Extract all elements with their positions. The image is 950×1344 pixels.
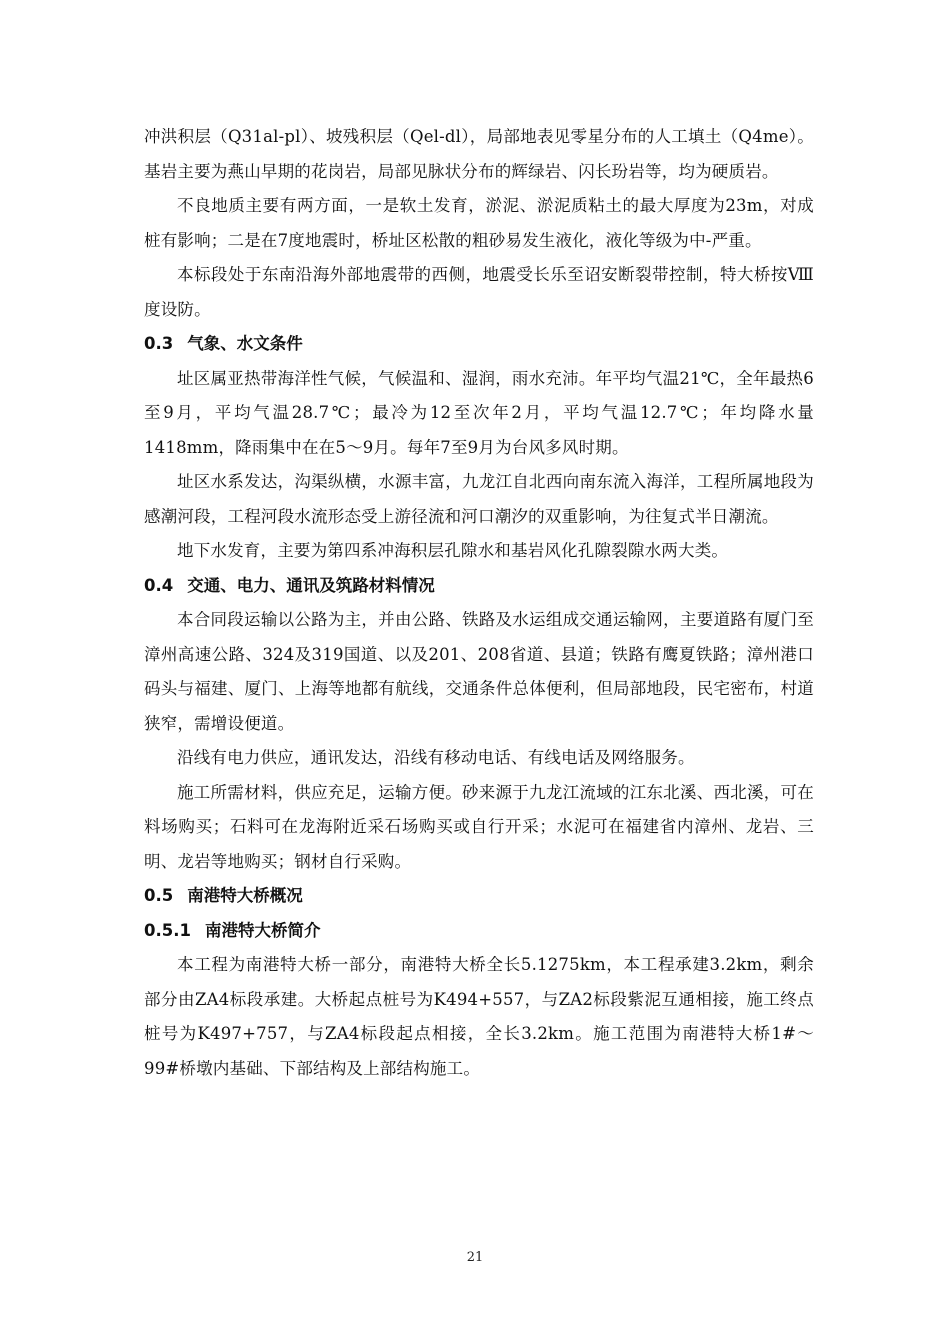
section-number: 0.4 bbox=[144, 575, 174, 595]
paragraph: 址区水系发达，沟渠纵横，水源丰富，九龙江自北西向南东流入海洋，工程所属地段为感潮河段，工程河段水流形态受上游径流和河口潮汐的双重影响，为往复式半日潮流。 bbox=[144, 472, 814, 526]
section-heading bbox=[144, 327, 814, 362]
paragraph: 不良地质主要有两方面，一是软土发育，淤泥、淤泥质粘土的最大厚度为23m，对成桩有影响；二是在7度地震时，桥址区松散的粗砂易发生液化，液化等级为中-严重。 bbox=[144, 196, 814, 250]
section-title: 南港特大桥概况 bbox=[187, 886, 303, 905]
paragraph: 本标段处于东南沿海外部地震带的西侧，地震受长乐至诏安断裂带控制，特大桥按Ⅷ度设防。 bbox=[144, 265, 814, 319]
paragraph: 沿线有电力供应，通讯发达，沿线有移动电话、有线电话及网络服务。 bbox=[177, 748, 695, 767]
page-number: 21 bbox=[466, 1250, 484, 1265]
section-title: 气象、水文条件 bbox=[187, 334, 303, 353]
section-heading bbox=[144, 569, 814, 604]
paragraph: 施工所需材料，供应充足，运输方便。砂来源于九龙江流域的江东北溪、西北溪，可在料场购买；石料可在龙海附近采石场购买或自行开采；水泥可在福建省内漳州、龙岩、三明、龙岩等地购买；钢材自行采购。 bbox=[144, 782, 814, 871]
paragraph: 冲洪积层（Q31al-pl）、坡残积层（Qel-dl），局部地表见零星分布的人工填土（Q4me）。基岩主要为燕山早期的花岗岩，局部见脉状分布的辉绿岩、闪长玢岩等，均为硬质岩。 bbox=[144, 127, 814, 181]
section-number: 0.5 bbox=[144, 886, 174, 905]
page-body bbox=[144, 120, 814, 1086]
section-number: 0.5.1 bbox=[144, 920, 191, 940]
section-title: 南港特大桥简介 bbox=[204, 920, 321, 940]
paragraph: 本合同段运输以公路为主，并由公路、铁路及水运组成交通运输网，主要道路有厦门至漳州高速公路、324及319国道、以及201、208省道、县道；铁路有鹰夏铁路；漳州港口码头与福建、厦门、上海等地都有航线，交通条件总体便利，但局部地段，民宅密布，村道狭窄，需增设便道。 bbox=[144, 610, 814, 733]
section-number: 0.3 bbox=[144, 334, 174, 353]
section-heading bbox=[144, 879, 814, 914]
paragraph: 地下水发育，主要为第四系冲海积层孔隙水和基岩风化孔隙裂隙水两大类。 bbox=[177, 541, 729, 560]
paragraph: 本工程为南港特大桥一部分，南港特大桥全长5.1275km，本工程承建3.2km，剩余部分由ZA4标段承建。大桥起点桩号为K494+557，与ZA2标段紫泥互通相接，施工终点桩号为K497+757，与ZA4标段起点相接，全长3.2km。施工范围为南港特大桥1#～99#桥墩内基础、下部结构及上部结构施工。 bbox=[144, 955, 814, 1078]
section-title: 交通、电力、通讯及筑路材料情况 bbox=[187, 575, 435, 595]
section-heading bbox=[144, 914, 814, 949]
paragraph: 址区属亚热带海洋性气候，气候温和、湿润，雨水充沛。年平均气温21℃，全年最热6至9月，平均气温28.7℃；最冷为12至次年2月，平均气温12.7℃；年均降水量1418mm，降雨集中在在5～9月。每年7至9月为台风多风时期。 bbox=[144, 368, 814, 457]
